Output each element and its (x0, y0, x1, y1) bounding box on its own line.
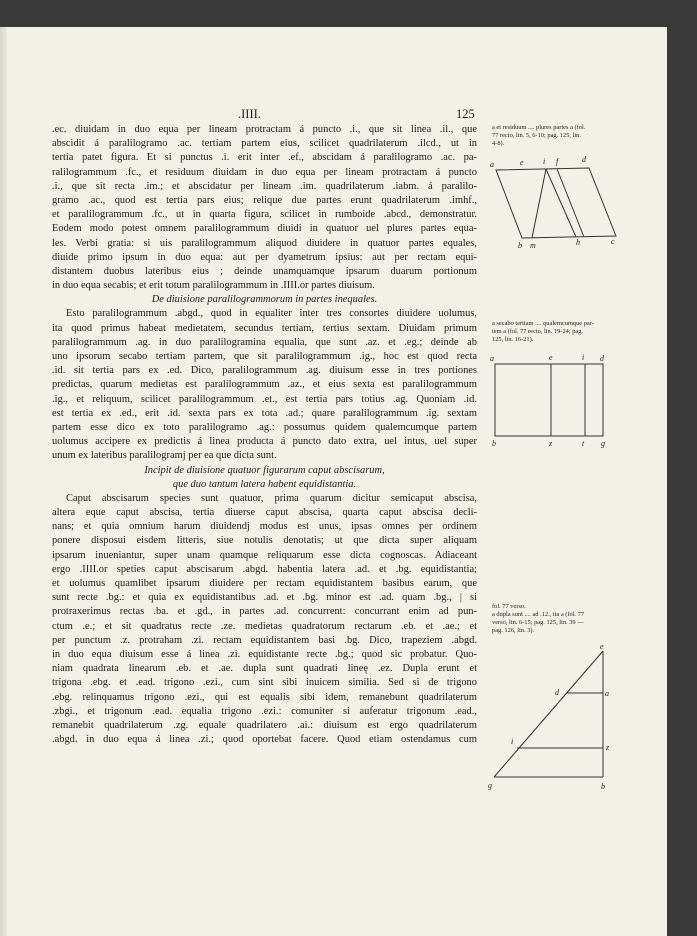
text-line: abscidit á paralilogramo .ac. tertiam partem eius, scilicet quadrilaterum .ilcd., ut in (52, 138, 477, 150)
text-line: ita quod primus habeat medietatem, secundus tertiam, tertius sextam. Diuidam primum (52, 322, 477, 334)
text-line: gramo .ac., quod est tertia pars eius; relique due partes erunt quadrilaterum .imhf., (52, 194, 477, 206)
text-line: .zbgi., et trigonum .ead. equalia trigono .ezi.: comuniter si auferatur trigonum .ead., (52, 705, 477, 717)
note-line: a et residuum .... plures partes a (fol. (492, 124, 586, 131)
label-c: c (611, 237, 615, 246)
label-b: b (518, 241, 522, 250)
label-i: i (511, 737, 514, 746)
figure-rectangle (488, 350, 620, 452)
label-e: e (549, 353, 553, 362)
text-line: uno ipsorum secabo tertiam partem, que sit paralilogrammum .ig., hoc est quod recta (52, 351, 477, 362)
label-g: g (488, 781, 492, 790)
label-d: d (582, 155, 586, 164)
label-z: z (606, 743, 610, 752)
text-line: remanebit quadrilaterum .zg. equale quadrilatero .ai.: diuisum est ergo quadrilaterum (52, 719, 477, 731)
text-line: ergo .IIII.or speties caput abscisarum .abgd. habentia latera .ad. et .bg. equidistantia; (52, 563, 477, 575)
label-f: f (556, 157, 559, 166)
note-line: a dupla sunt .... ad .12., ita a (fol. 77 (492, 611, 585, 618)
main-text-block (52, 123, 477, 747)
section-heading: que duo tantum latera habent equidistantia. (172, 478, 357, 490)
text-line: les. Verbi gratia: si uis paralilogrammum aliquod diuidere in quatuor partes equales, (52, 237, 477, 249)
label-e: e (600, 642, 604, 651)
text-line: .ec. diuidam in duo equa per lineam protractam á puncto .i., que sit linea .il., que (52, 124, 477, 135)
rhomboid-outline (496, 168, 616, 238)
text-line: Esto paralilogrammum .abgd., quod in equaliter inter tres consortes diuidere uolumus, (66, 308, 477, 320)
label-b: b (601, 782, 605, 790)
label-m: m (530, 241, 536, 250)
figure-triangle (484, 640, 620, 790)
line-ge (494, 651, 603, 777)
text-line: nans; et quia omnium harum diuidendj modus est unus, ipsas omnes per ordinem (52, 521, 477, 533)
label-t: t (582, 439, 585, 448)
label-d: d (600, 354, 604, 363)
note-line: verso, lin. 6-15; pag. 125, lin. 39 — (492, 619, 584, 626)
text-line: in duo equa diuisum esse á linea .zi. equidistante recte .bg.; quod sic probatur. Quo- (52, 648, 477, 660)
text-line: est tertia ex .ed., erit .id. sexta pars ex tota .ad.; quare paralilogrammum .ig. sextam (52, 407, 477, 419)
label-b: b (492, 439, 496, 448)
text-line: .ebg. relinquamus trigono .ezi., qui est equalis sibi idem, remanebunt quadrilaterum (52, 691, 477, 703)
margin-note-2 (492, 320, 620, 344)
text-line: unum ex lateribus paralilogramj per ea que dicta sunt. (52, 450, 277, 462)
running-head: .IIII. (238, 107, 261, 121)
text-line: diuide primo ipsum in duo equa: aut per dyametrum ipsius: aut per rectam equi- (52, 251, 477, 263)
figure-rhomboid (490, 152, 620, 252)
text-line: .abgd. in duo equa á linea .zi.; quod oportebat facere. Quod etiam ostendamus cum (52, 734, 477, 746)
text-line: niam quadrata linearum .eb. et .ae. dupla sunt quadrati lineę .ez. Dupla erunt et (52, 663, 477, 675)
text-line: trigona .ebg. et .ead. trigono .ezi., cum sint sibi inuicem similia. Sed si de trigono (52, 677, 477, 689)
label-a: a (490, 354, 494, 363)
text-line: protraxerimus rectas .ba. et .gd., in partes .ad. concurrent: concurrant enim ad pun- (52, 606, 477, 618)
text-line: in duo equa secabis; et erit totum paralilogrammum in .IIII.or partes diuisum. (52, 280, 375, 292)
section-heading: Incipit de diuisione quatuor figurarum caput abscisarum, (144, 464, 385, 476)
label-g: g (601, 439, 605, 448)
note-line: fol. 77 verso. (492, 603, 526, 610)
line-im (532, 169, 546, 238)
text-line: .ig., et reliquum, scilicet paralilogrammum .et., est tertia pars totius .ag. Quoniam .id. (52, 393, 477, 405)
text-line: tertia patet figura. Et si punctus .i. erit inter .ef., abscidam á paralilogramo .ac. pa- (52, 152, 477, 164)
text-line: partem esse dico ex toto paralilogramo .ag.: possumus quidem qualemcumque partem (52, 421, 477, 433)
note-line: 77 recto, lin. 5, 6-10; pag. 125, lin. (492, 132, 581, 139)
margin-note-3 (492, 603, 620, 635)
text-line: paralilogrammum .ag. in duo paralilogramina equalia, que sunt .az. et .eg.; deinde ab (52, 336, 477, 348)
text-line: altera eque caput abscisa, tertia diuerse caput abscisa, quarta caput abscisa decli- (52, 507, 477, 519)
text-line: predictas, quarum medietas est paralilogrammum .az., et eius sexta est paralilogrammum (52, 379, 477, 391)
text-line: ctum .e.; et sit quadratus recte .ze. medietas quadratorum rectarum .eb. et .ae.; et (52, 620, 477, 632)
label-a: a (490, 160, 494, 169)
margin-note-1 (492, 124, 620, 148)
label-h: h (576, 238, 580, 247)
note-line: tem a (fol. 77 recto, lin. 19-24; pag. (492, 328, 584, 335)
label-i: i (582, 353, 585, 362)
text-line: .id. sit tertia pars ex .ed. Dico, paralilogrammum .ag. diuisum esse in tres portiones (52, 365, 477, 377)
label-e: e (520, 158, 524, 167)
rectangle-outline (495, 364, 603, 436)
note-line: pag. 126, lin. 3). (492, 627, 535, 634)
label-d: d (555, 688, 559, 697)
text-line: et paralilogrammum .fc., ut in quarta figura, scilicet in rumboide .abcd., demonstratur. (52, 209, 477, 221)
text-line: ipsarum inueniantur, super unam quamque reliquarum esse dicta cognoscas. Adiaceant (52, 549, 477, 561)
note-line: a secabo tertiam .... qualemcumque par- (492, 320, 594, 327)
text-line: uolumus accipere ex predictis á linea producta á puncto dato extra, uel intus, uel super (52, 436, 477, 448)
label-a: a (605, 689, 609, 698)
text-line: ponere disposui eisdem litteris, siue notulis denotatis; ut que dicta super aliquam (52, 535, 477, 547)
text-line: et uolumus quamlibet ipsarum diuidere per rectam equidistantem basibus earum, que (52, 578, 477, 589)
note-line: 125, lin. 16-21). (492, 336, 534, 343)
text-line: distantem duobus lateribus eius ; deinde unamquamque ipsarum duarum portionum (52, 265, 477, 277)
label-i: i (543, 157, 546, 166)
text-line: ralilogrammum .fc., et residuum diuidam in duo equa per lineam protractam á puncto (52, 166, 477, 178)
section-heading: De diuisione paralilogrammorum in partes inequales. (151, 294, 378, 306)
text-line: sunt recte .bg.: et quia ex equidistantibus .ad. et .bg. minor est .ad. quam .bg., | si (52, 592, 477, 604)
text-line: Caput abscisarum species sunt quatuor, prima quarum dicitur semicaput abscisa, (66, 492, 477, 504)
text-line: .i., que sit recta .im.; et abscidatur per lineam .im. quadrilaterum .iabm. á paralilo- (52, 180, 477, 192)
label-z: z (549, 439, 553, 448)
text-line: per punctum .z. protraham .zi. rectam equidistantem basi .bg. Dico, trapeziem .abgd. (52, 634, 477, 646)
note-line: 4-8). (492, 140, 505, 147)
page-number: 125 (456, 107, 475, 121)
text-line: Eodem modo potest omnem paralilogrammum diuidi in quatuor uel plures partes equa- (52, 223, 477, 235)
